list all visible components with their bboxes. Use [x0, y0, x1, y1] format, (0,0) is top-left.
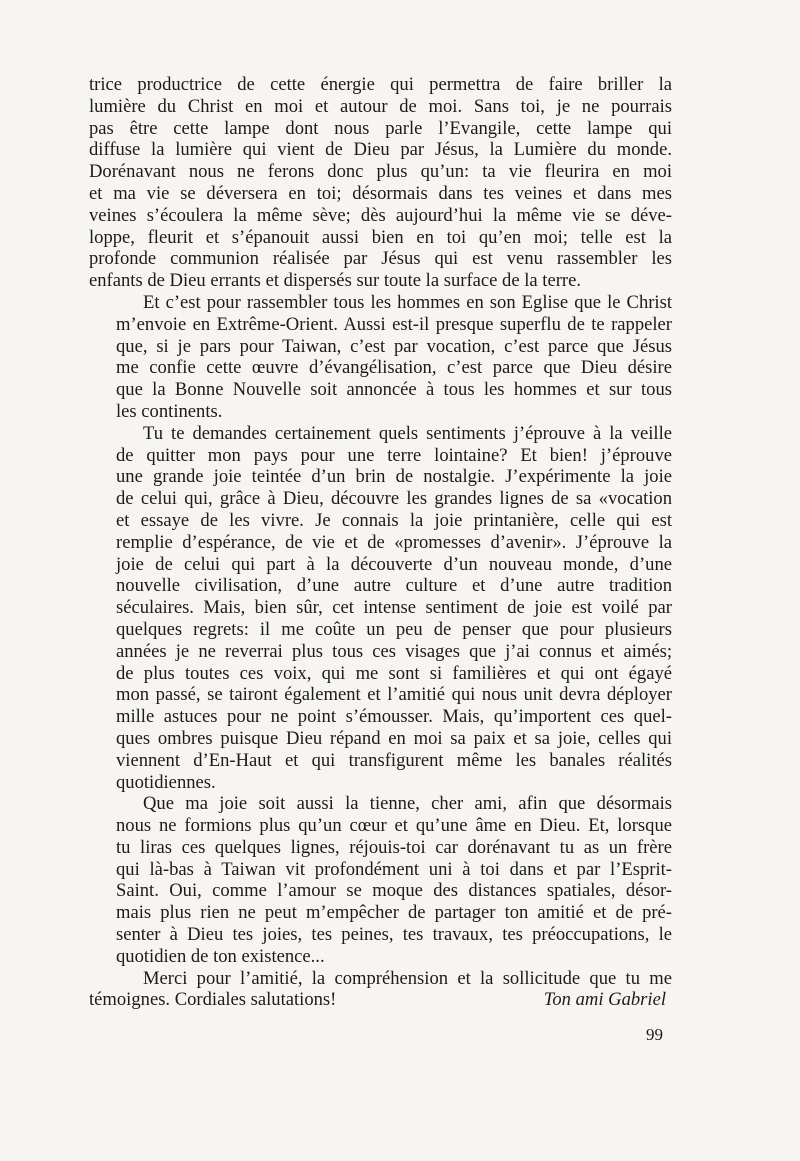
text-line: tu liras ces quelques lignes, réjouis-toi car dorénavant tu as un frère: [116, 836, 672, 858]
text-line: enfants de Dieu errants et dispersés sur toute la surface de la terre.: [89, 270, 582, 292]
text-line: mon passé, se tairont également et l’amitié qui nous unit devra déployer: [116, 684, 672, 706]
text-line: trice productrice de cette énergie qui permettra de faire briller la: [89, 74, 672, 95]
text-line: loppe, fleurit et s’épanouit aussi bien en toi qu’en moi; telle est la: [89, 226, 672, 248]
text-line: viennent d’En-Haut et qui transfigurent même les banales réalités: [116, 749, 672, 771]
paragraph: [89, 423, 672, 794]
text-line: lumière du Christ en moi et autour de moi. Sans toi, je ne pourrais: [89, 95, 672, 117]
text-line: qui là-bas à Taiwan vit profondément uni à toi dans et par l’Esprit-: [116, 858, 672, 880]
text-line: ques ombres puisque Dieu répand en moi sa paix et sa joie, celles qui: [116, 727, 672, 749]
text-line: Que ma joie soit aussi la tienne, cher ami, afin que désormais: [143, 793, 672, 815]
paragraph: [89, 968, 672, 990]
text-line: diffuse la lumière qui vient de Dieu par Jésus, la Lumière du monde.: [89, 139, 672, 161]
text-line: profonde communion réalisée par Jésus qui est venu rassembler les: [89, 248, 672, 270]
text-line: que la Bonne Nouvelle soit annoncée à tous les hommes et sur tous: [116, 379, 672, 401]
text-line: me confie cette œuvre d’évangélisation, c’est parce que Dieu désire: [116, 357, 672, 379]
text-line: Saint. Oui, comme l’amour se moque des distances spatiales, désor-: [116, 880, 672, 902]
text-line: Dorénavant nous ne ferons donc plus qu’un: ta vie fleurira en moi: [89, 161, 672, 183]
signature: Ton ami Gabriel: [543, 989, 666, 1011]
text-line: quotidien de ton existence...: [116, 945, 325, 967]
paragraph: [89, 793, 672, 967]
closing-line: [89, 989, 672, 1011]
paragraph: [89, 292, 672, 423]
text-line: pas être cette lampe dont nous parle l’Evangile, cette lampe qui: [89, 117, 672, 139]
paragraph: [89, 74, 672, 292]
text-line: remplie d’espérance, de vie et de «promesses d’avenir». J’éprouve la: [116, 531, 672, 553]
text-line: nouvelle civilisation, d’une autre culture et d’une autre tradition: [116, 575, 672, 597]
text-line: une grande joie teintée d’un brin de nostalgie. J’expérimente la joie: [116, 466, 672, 488]
text-line: m’envoie en Extrême-Orient. Aussi est-il presque superflu de te rappeler: [116, 313, 672, 335]
text-line: Merci pour l’amitié, la compréhension et la sollicitude que tu me: [143, 967, 672, 989]
text-line: Tu te demandes certainement quels sentiments j’éprouve à la veille: [143, 422, 672, 444]
text-line: séculaires. Mais, bien sûr, cet intense sentiment de joie est voilé par: [116, 597, 672, 619]
text-line: les continents.: [116, 400, 223, 422]
closing-text: témoignes. Cordiales salutations!: [89, 989, 337, 1011]
text-line: joie de celui qui part à la découverte d’un nouveau monde, d’une: [116, 553, 672, 575]
body-text: [89, 74, 672, 1011]
text-line: de plus toutes ces voix, qui me sont si familières et qui ont égayé: [116, 662, 672, 684]
text-line: de celui qui, grâce à Dieu, découvre les grandes lignes de sa «vocation: [116, 488, 672, 510]
text-line: de quitter mon pays pour une terre lointaine? Et bien! j’éprouve: [116, 444, 672, 466]
text-line: mais plus rien ne peut m’empêcher de partager ton amitié et de pré-: [116, 902, 672, 924]
text-line: Et c’est pour rassembler tous les hommes en son Eglise que le Christ: [143, 291, 672, 313]
text-line: senter à Dieu tes joies, tes peines, tes travaux, tes préoccupations, le: [116, 924, 672, 946]
text-line: et ma vie se déversera en toi; désormais dans tes veines et dans mes: [89, 182, 672, 204]
text-line: veines s’écoulera la même sève; dès aujourd’hui la même vie se déve-: [89, 204, 672, 226]
text-line: années je ne reverrai plus tous ces visages que j’ai connus et aimés;: [116, 640, 672, 662]
page-number: 99: [646, 1025, 663, 1044]
text-line: quelques regrets: il me coûte un peu de penser que pour plusieurs: [116, 618, 672, 640]
text-line: et essaye de les vivre. Je connais la joie printanière, celle qui est: [116, 509, 672, 531]
text-line: que, si je pars pour Taiwan, c’est par vocation, c’est parce que Jésus: [116, 335, 672, 357]
text-line: mille astuces pour ne point s’émousser. Mais, qu’importent ces quel-: [116, 706, 672, 728]
text-line: quotidiennes.: [116, 771, 216, 793]
text-line: nous ne formions plus qu’un cœur et qu’une âme en Dieu. Et, lorsque: [116, 815, 672, 837]
